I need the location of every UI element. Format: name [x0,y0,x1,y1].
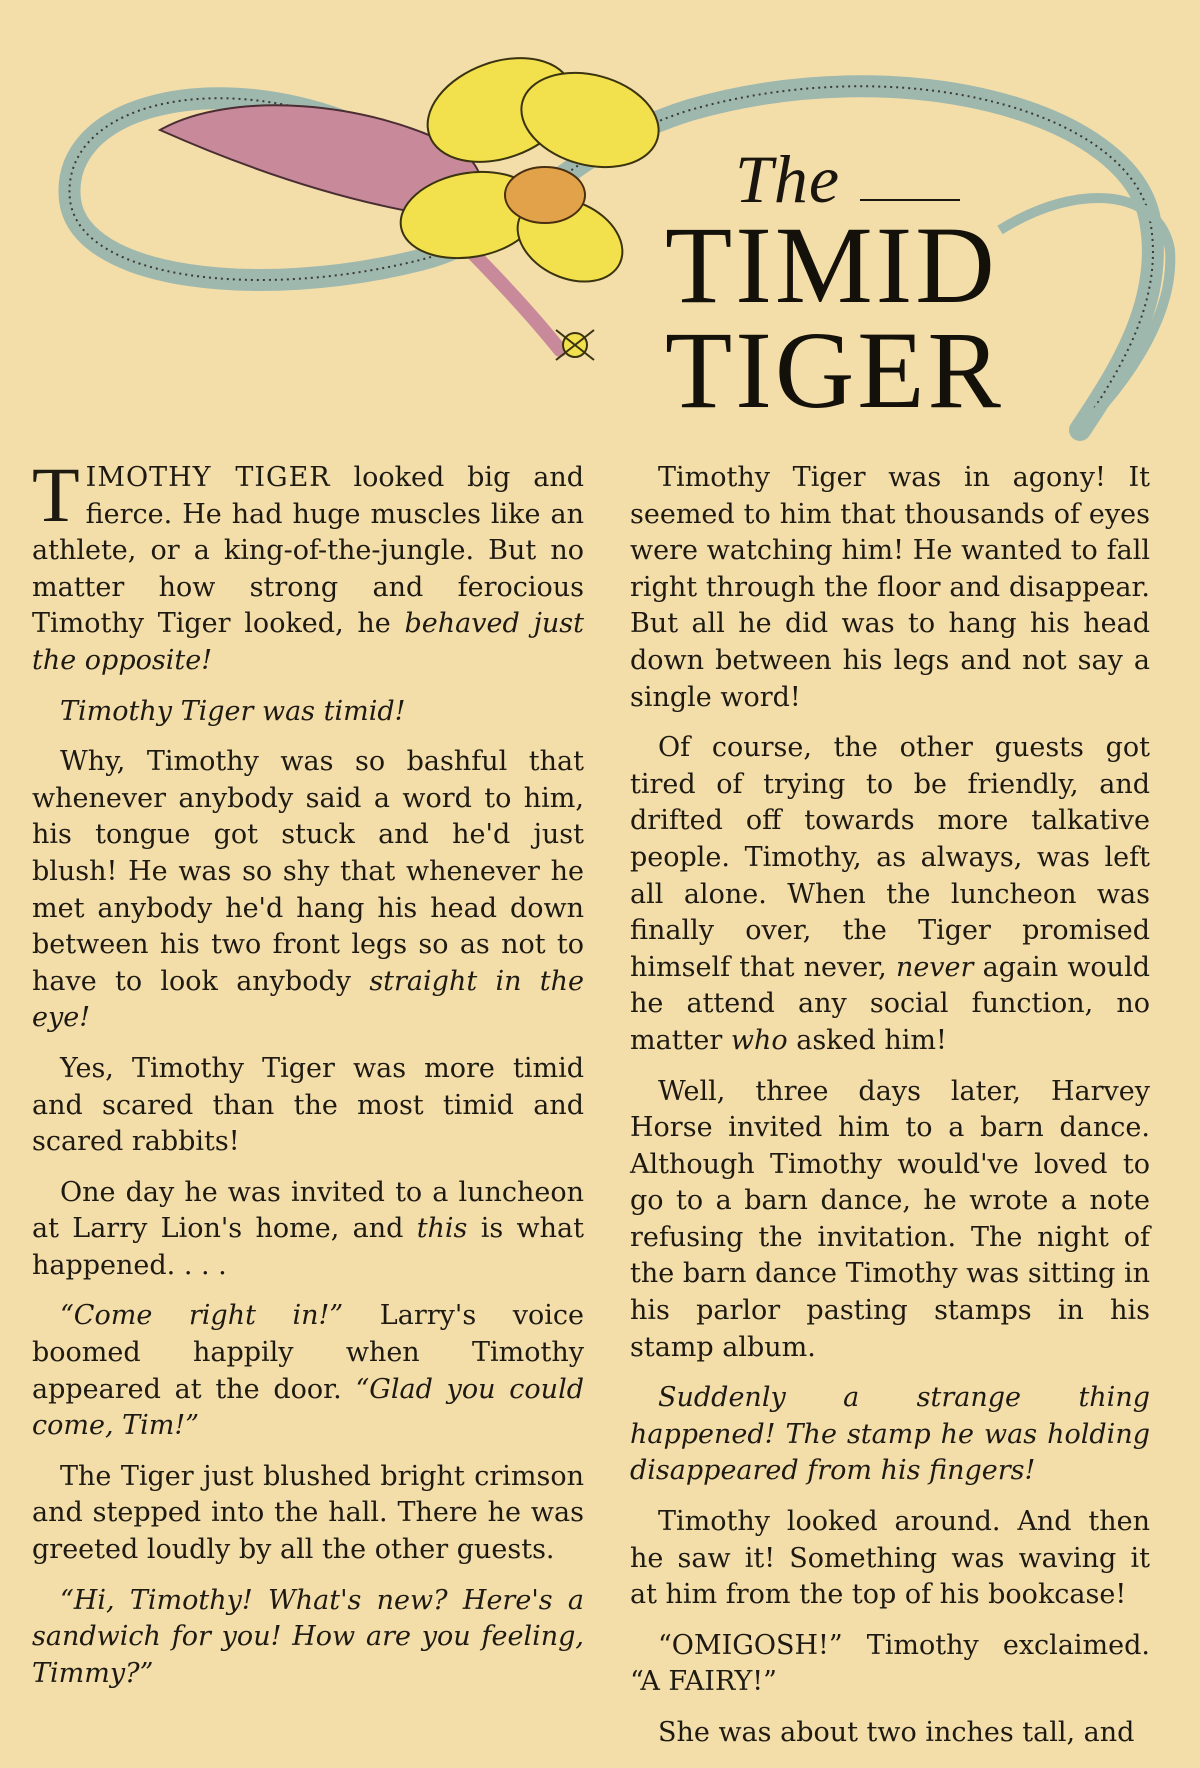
drop-cap: T [32,451,80,538]
paragraph: Timothy Tiger was timid! [60,695,406,727]
paragraph: Suddenly a strange thing happened! The stamp he was holding disappeared from his fingers! [630,1382,1150,1487]
title-the: The [735,141,840,217]
paragraph: Well, three days later, Harvey Horse invited him to a barn dance. Although Timothy would've loved to go to a barn dance, he wrote a note refusing the invitation. The night of the barn dance Timothy was sitting in his parlor pasting stamps in his stamp album. [630,1075,1150,1363]
title-timid: TIMID [665,204,998,326]
paragraph: “Hi, Timothy! What's new? Here's a sandwich for you! How are you feeling, Timmy?” [32,1584,584,1689]
paragraph: TIMOTHY TIGER looked big and fierce. He had huge muscles like an athlete, or a king-of-the-jungle. But no matter how strong and ferocious Timothy Tiger looked, he behaved just the opposite! [32,451,584,676]
paragraph: The Tiger just blushed bright crimson and stepped into the hall. There he was greeted loudly by all the other guests. [32,1460,584,1566]
paragraph: “OMIGOSH!” Timothy exclaimed. “A FAIRY!” [630,1629,1150,1698]
paragraph: Why, Timothy was so bashful that whenever anybody said a word to him, his tongue got stuck and he'd just blush! He was so shy that whenever he met anybody he'd hang his head down between his two front legs so as not to have to look anybody straight in the eye! [32,746,584,1034]
paragraph: Of course, the other guests got tired of trying to be friendly, and drifted off towards more talkative people. Timothy, as always, was left all alone. When the luncheon was finally over, the Tiger promised himself that never, never again would he attend any social function, no matter who asked him! [630,732,1150,1056]
paragraph: Timothy looked around. And then he saw it! Something was waving it at him from the top of his bookcase! [630,1506,1150,1611]
paragraph: One day he was invited to a luncheon at Larry Lion's home, and this is what happened. . . . [32,1176,584,1281]
fairy-ribbon-illustration [0,0,1200,455]
paragraph: “Come right in!” Larry's voice boomed happily when Timothy appeared at the door. “Glad you could come, Tim!” [32,1300,584,1442]
paragraph: Timothy Tiger was in agony! It seemed to him that thousands of eyes were watching him! He wanted to fall right through the floor and disappear. But all he did was to hang his head down between his legs and not say a single word! [630,462,1150,713]
paragraph: Yes, Timothy Tiger was more timid and scared than the most timid and scared rabbits! [32,1052,584,1158]
story-header [0,0,1200,455]
title-tiger: TIGER [665,309,1004,431]
fairy-head-icon [505,167,585,223]
paragraph: She was about two inches tall, and [658,1717,1135,1748]
left-column [32,451,584,1706]
right-column [630,460,1150,1766]
